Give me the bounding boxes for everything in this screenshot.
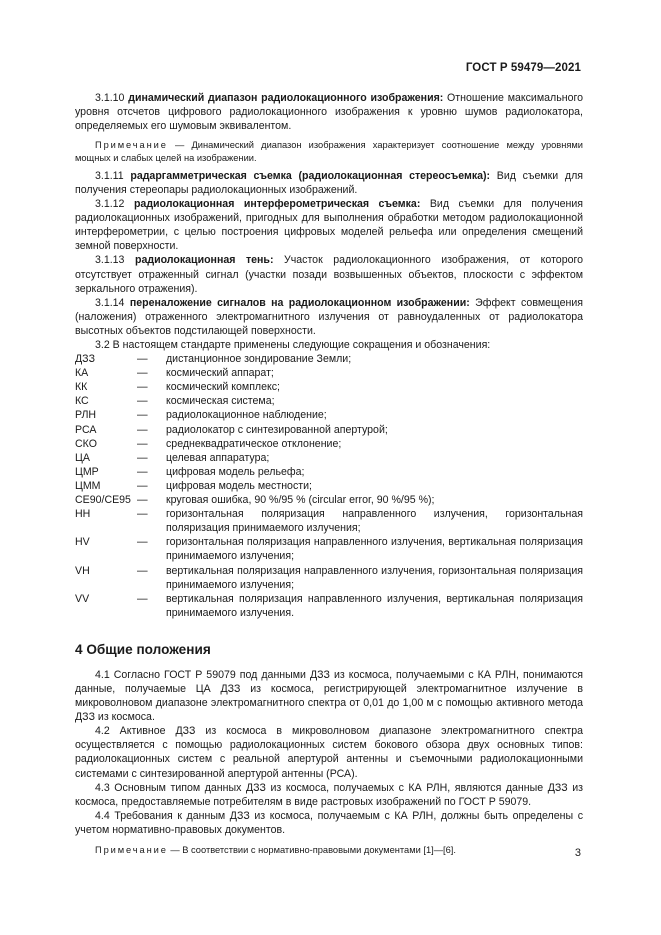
abbreviation-dash: — bbox=[137, 564, 148, 577]
abbreviation-row bbox=[75, 507, 583, 535]
page-number: 3 bbox=[574, 847, 581, 859]
abbreviation-list bbox=[75, 352, 583, 620]
abbreviation-row bbox=[75, 535, 583, 563]
abbreviation-code: КС bbox=[75, 395, 89, 408]
abbreviation-dash: — bbox=[137, 479, 148, 492]
abbreviation-row bbox=[75, 423, 583, 437]
abbreviation-row bbox=[75, 437, 583, 451]
abbreviation-code: РСА bbox=[75, 423, 97, 436]
abbreviation-definition: радиолокационное наблюдение; bbox=[166, 409, 327, 422]
paragraph-4-1: 4.1 Согласно ГОСТ Р 59079 под данными ДЗЗ из космоса, получаемыми с КА РЛН, понимаются данные, получаемые ЦА ДЗЗ из космоса, регистрирующей электромагнитное излучение в микроволновом диапазоне электромагнитного спектра от 0,01 до 1,00 м с помощью активного метода ДЗЗ из космоса. bbox=[75, 668, 583, 724]
abbreviation-dash: — bbox=[137, 353, 148, 366]
abbreviation-row bbox=[75, 366, 583, 380]
abbreviation-dash: — bbox=[137, 409, 148, 422]
abbreviation-dash: — bbox=[137, 423, 148, 436]
abbreviation-dash: — bbox=[137, 494, 148, 507]
abbreviation-row bbox=[75, 451, 583, 465]
term-3-1-13: 3.1.13 радиолокационная тень: Участок радиолокационного изображения, от которого отсутствует отраженный сигнал (участки позади возвышенных объектов, плоскости с эффектом зеркального отражения). bbox=[75, 254, 583, 295]
abbreviation-dash: — bbox=[137, 592, 148, 605]
abbreviation-row bbox=[75, 380, 583, 394]
abbreviation-definition: вертикальная поляризация направленного излучения, вертикальная поляризация принимаемого излучения. bbox=[166, 592, 583, 619]
abbreviation-definition: дистанционное зондирование Земли; bbox=[166, 353, 352, 366]
abbreviation-row bbox=[75, 408, 583, 422]
abbreviation-code: КА bbox=[75, 367, 89, 380]
term-3-1-11: 3.1.11 радаргамметрическая съемка (радиолокационная стереосъемка): Вид съемки для получения стереопары радиолокационных изображений. bbox=[75, 169, 583, 196]
term-3-1-10: 3.1.10 динамический диапазон радиолокационного изображения: Отношение максимального уровня отсчетов цифрового радиолокационного изображения к уровню шумов радиолокатора, определяемых его шумовым эквивалентом. bbox=[75, 92, 583, 133]
abbreviation-dash: — bbox=[137, 451, 148, 464]
abbreviation-code: РЛН bbox=[75, 409, 97, 422]
abbreviation-code: CE90/CE95 bbox=[75, 494, 131, 507]
abbreviation-dash: — bbox=[137, 381, 148, 394]
abbreviation-code: КК bbox=[75, 381, 88, 394]
abbreviation-definition: горизонтальная поляризация направленного излучения, вертикальная поляризация принимаемого излучения; bbox=[166, 536, 583, 563]
abbreviation-definition: круговая ошибка, 90 %/95 % (circular error, 90 %/95 %); bbox=[166, 494, 435, 507]
abbreviation-definition: космический комплекс; bbox=[166, 381, 280, 394]
abbreviation-definition: цифровая модель местности; bbox=[166, 479, 312, 492]
paragraph-4-4: 4.4 Требования к данным ДЗЗ из космоса, получаемым с КА РЛН, должны быть определены с учетом нормативно-правовых документов. bbox=[75, 809, 583, 836]
abbreviation-dash: — bbox=[137, 437, 148, 450]
abbreviation-dash: — bbox=[137, 508, 148, 521]
paragraph-4-2: 4.2 Активное ДЗЗ из космоса в микроволновом диапазоне электромагнитного спектра осуществляется с помощью радиолокационных систем бокового обзора двух основных типов: радиолокационных систем с реальной апертурой антенны и съемочными радиолокационными системами с синтезированной апертурой антенны (РСА). bbox=[75, 725, 583, 780]
page-content bbox=[75, 91, 583, 861]
abbreviation-row bbox=[75, 479, 583, 493]
abbreviation-code: ДЗЗ bbox=[75, 353, 95, 366]
abbreviation-row bbox=[75, 564, 583, 592]
abbreviation-definition: космическая система; bbox=[166, 395, 275, 408]
abbreviation-row bbox=[75, 352, 583, 366]
abbreviation-definition: среднеквадратическое отклонение; bbox=[166, 437, 342, 450]
standard-designation: ГОСТ Р 59479—2021 bbox=[465, 62, 581, 74]
paragraph-4-3: 4.3 Основным типом данных ДЗЗ из космоса, получаемых с КА РЛН, являются данные ДЗЗ из космоса, предоставляемые потребителям в виде растровых изображений по ГОСТ Р 59079. bbox=[75, 781, 583, 808]
abbreviations-intro: 3.2 В настоящем стандарте применены следующие сокращения и обозначения: bbox=[95, 339, 491, 351]
abbreviation-code: HV bbox=[75, 536, 90, 549]
abbreviation-code: HH bbox=[75, 508, 91, 521]
abbreviation-definition: цифровая модель рельефа; bbox=[166, 465, 305, 478]
abbreviation-dash: — bbox=[137, 536, 148, 549]
section-4-title: 4 Общие положения bbox=[75, 641, 211, 657]
abbreviation-dash: — bbox=[137, 395, 148, 408]
abbreviation-row bbox=[75, 592, 583, 620]
abbreviation-definition: космический аппарат; bbox=[166, 367, 274, 380]
abbreviation-row bbox=[75, 394, 583, 408]
abbreviation-definition: целевая аппаратура; bbox=[166, 451, 270, 464]
term-3-1-14: 3.1.14 переналожение сигналов на радиолокационном изображении: Эффект совмещения (наложения) отраженного электромагнитного излучения от равноудаленных от радиолокатора высотных объектов подстилающей поверхности. bbox=[75, 296, 583, 337]
abbreviation-definition: горизонтальная поляризация направленного излучения, горизонтальная поляризация принимаемого излучения; bbox=[166, 508, 583, 535]
abbreviation-row bbox=[75, 493, 583, 507]
note-normative-docs: Примечание — В соответствии с нормативно-правовыми документами [1]—[6]. bbox=[95, 845, 456, 855]
abbreviation-definition: вертикальная поляризация направленного излучения, горизонтальная поляризация принимаемого излучения; bbox=[166, 564, 583, 591]
abbreviation-dash: — bbox=[137, 367, 148, 380]
note-dynamic-range: Примечание — Динамический диапазон изображения характеризует соотношение между уровнями мощных и слабых целей на изображении. bbox=[75, 140, 583, 163]
abbreviation-code: СКО bbox=[75, 437, 97, 450]
abbreviation-dash: — bbox=[137, 465, 148, 478]
abbreviation-code: VV bbox=[75, 592, 90, 605]
term-3-1-12: 3.1.12 радиолокационная интерферометрическая съемка: Вид съемки для получения радиолокационных изображений, пригодных для выполнения обработки методом радиолокационной интерферометрии, с целью построения цифровых моделей рельефа или определения смещений земной поверхности. bbox=[75, 198, 583, 253]
abbreviation-code: ЦМР bbox=[75, 465, 99, 478]
abbreviation-definition: радиолокатор с синтезированной апертурой; bbox=[166, 423, 388, 436]
abbreviation-code: ЦА bbox=[75, 451, 90, 464]
abbreviation-row bbox=[75, 465, 583, 479]
abbreviation-code: VH bbox=[75, 564, 90, 577]
abbreviation-code: ЦММ bbox=[75, 479, 101, 492]
